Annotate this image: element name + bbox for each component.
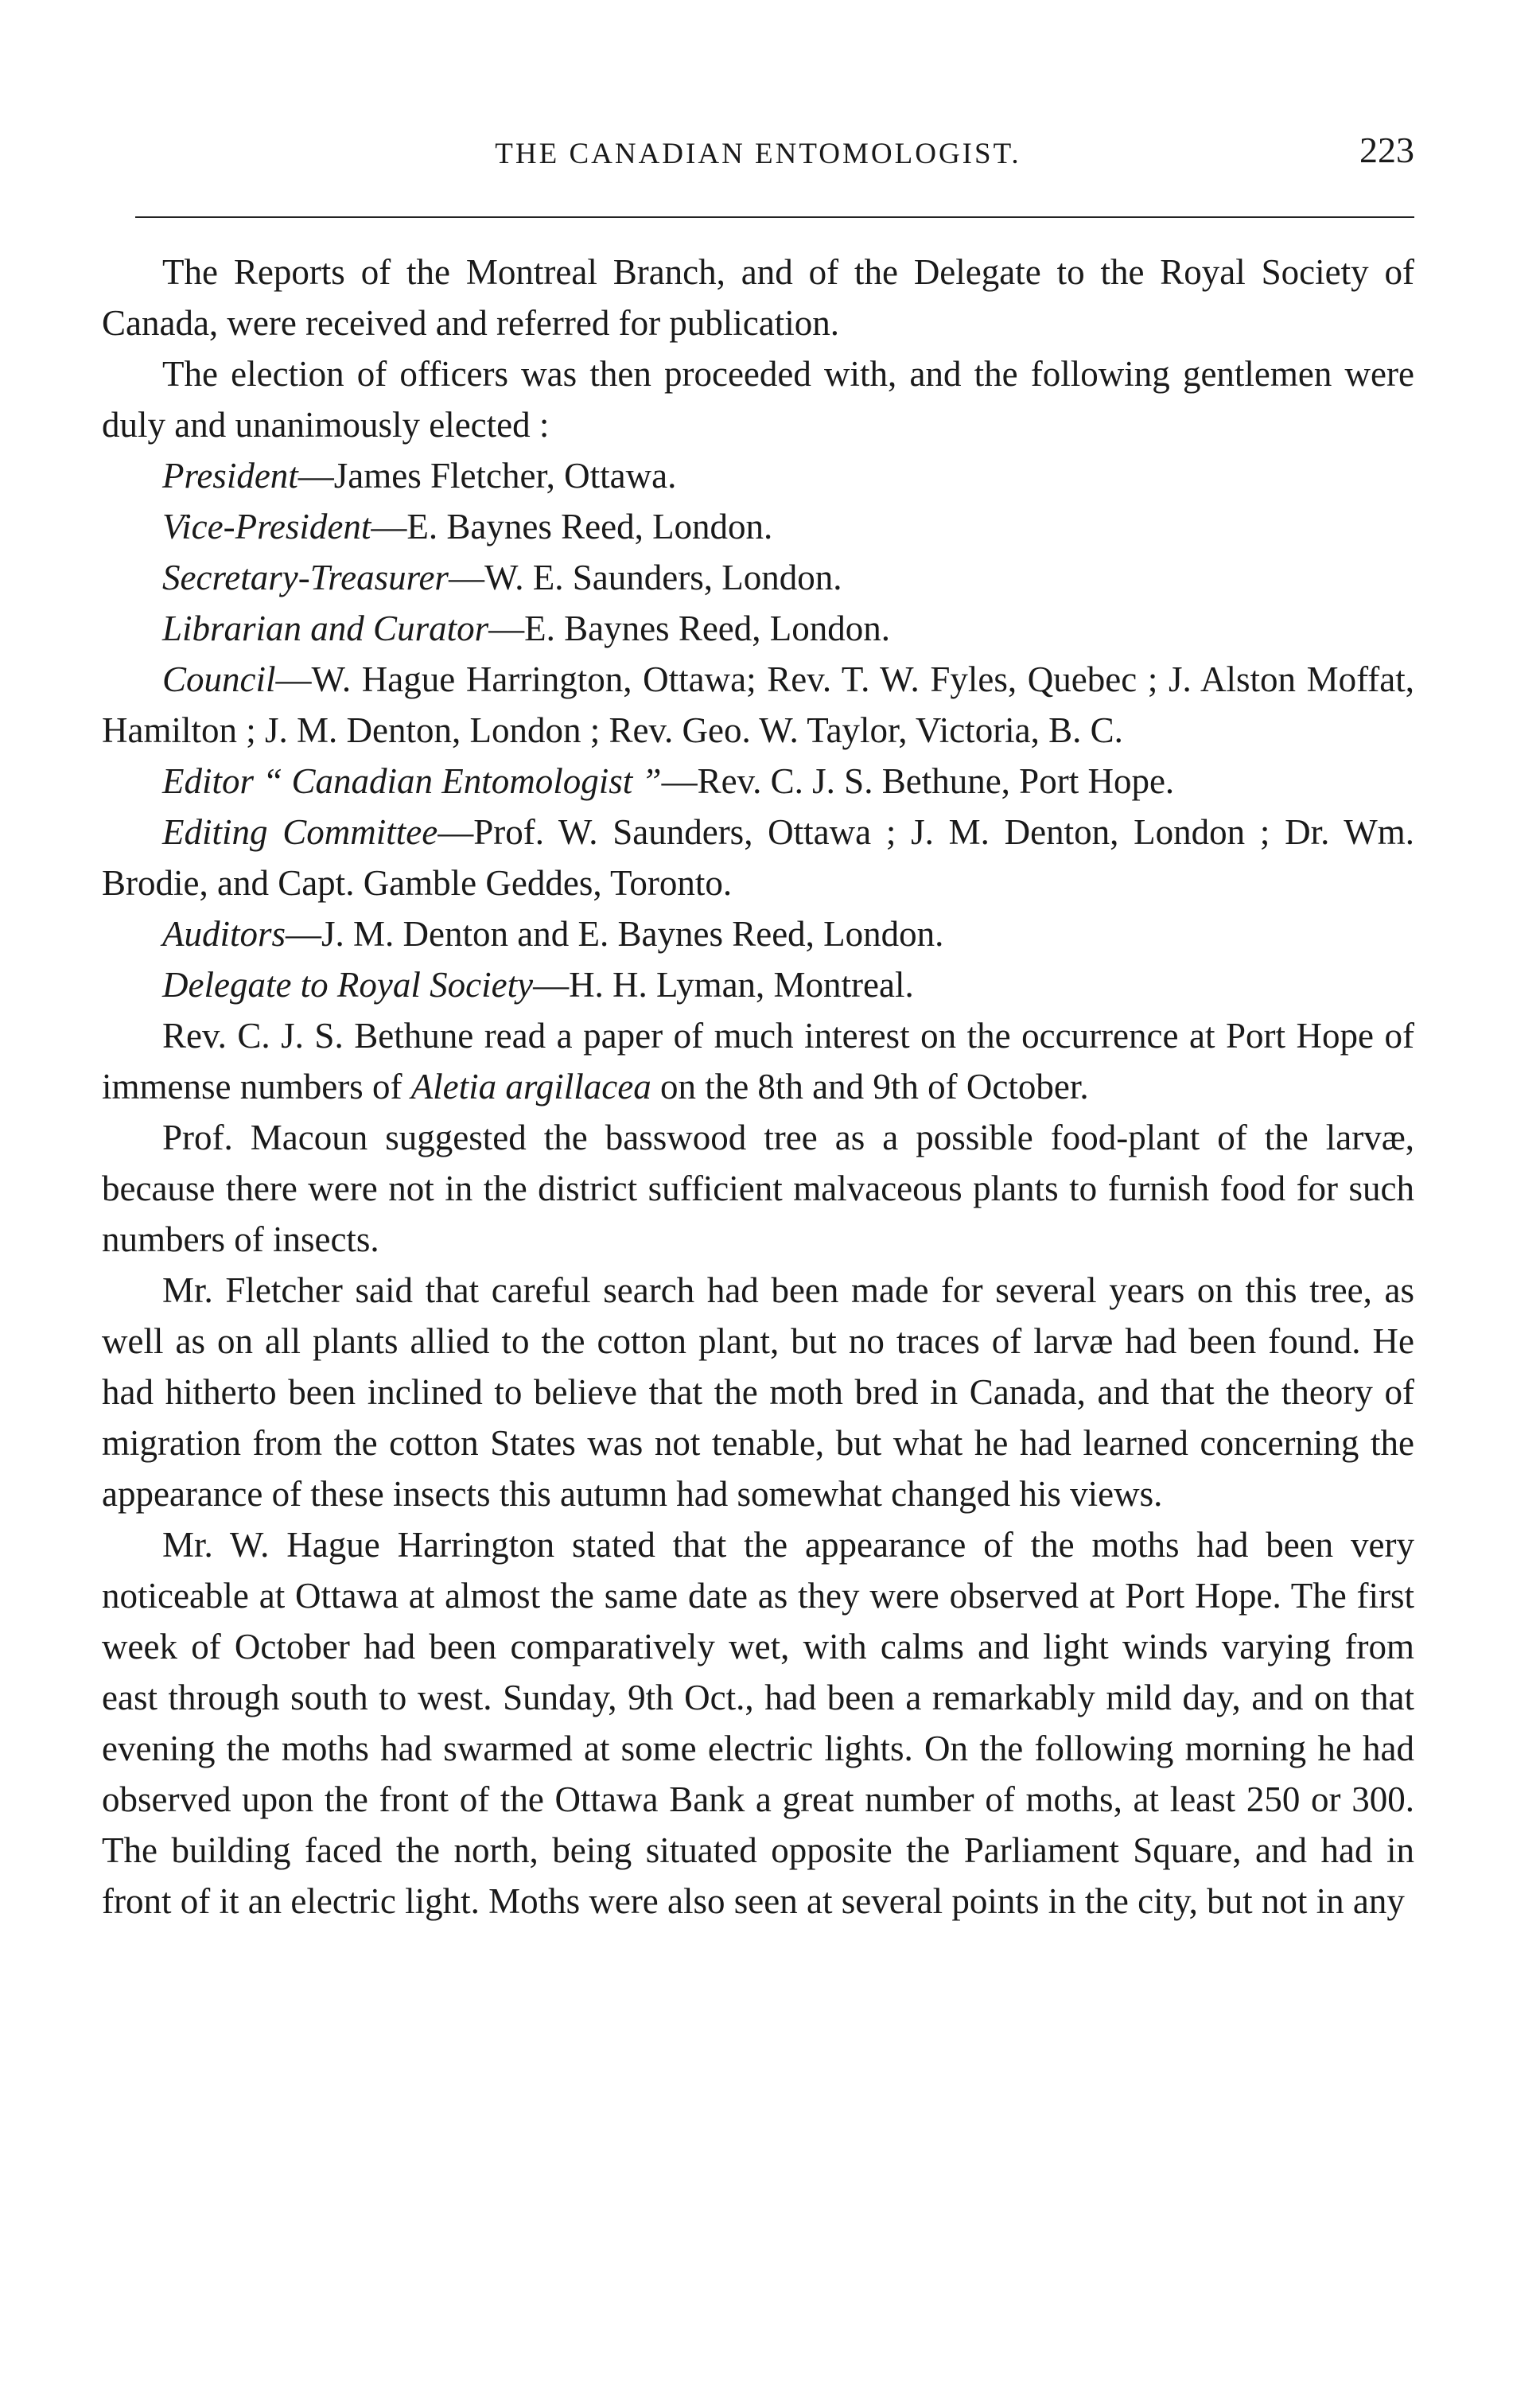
paragraph-text: Rev. C. J. S. Bethune read a paper of much interest on the occurrence at Port Hope of immense numbers of [102, 1016, 1414, 1106]
header-rule [135, 216, 1414, 218]
officer-role: Vice-President [162, 507, 371, 546]
officer-editing-committee [102, 807, 1414, 908]
paragraph-macoun: Prof. Macoun suggested the basswood tree as a possible food-plant of the larvæ, because there were not in the district sufficient malvaceous plants to furnish food for such numbers of insects. [102, 1118, 1414, 1259]
paragraph-fletcher: Mr. Fletcher said that careful search had been made for several years on this tree, as well as on all plants allied to the cotton plant, but no traces of larvæ had been found. He had hitherto been inclined to believe that the moth bred in Canada, and that the theory of migration from the cotton States was not tenable, but what he had learned concerning the appearance of these insects this autumn had somewhat changed his views. [102, 1270, 1414, 1514]
officer-president [102, 450, 1414, 501]
running-head [102, 119, 1414, 183]
officer-role: Auditors [162, 914, 286, 954]
officer-name: —H. H. Lyman, Montreal. [533, 965, 914, 1005]
officer-librarian [102, 603, 1414, 654]
article-body [102, 247, 1414, 1927]
officer-auditors [102, 908, 1414, 959]
officer-name: —W. Hague Harrington, Ottawa; Rev. T. W. Fyles, Quebec ; J. Alston Moffat, Hamilton ; J. M. Denton, London ; Rev. Geo. W. Taylor, Victoria, B. C. [102, 659, 1414, 750]
officer-name: —Prof. W. Saunders, Ottawa ; J. M. Denton, London ; Dr. Wm. Brodie, and Capt. Gamble Geddes, Toronto. [102, 812, 1414, 903]
page-number: 223 [1359, 130, 1414, 170]
printed-page [102, 119, 1414, 183]
paragraph-harrington: Mr. W. Hague Harrington stated that the appearance of the moths had been very noticeable at Ottawa at almost the same date as they were observed at Port Hope. The first week of October had been comparatively wet, with calms and light winds varying from east through south to west. Sunday, 9th Oct., had been a remarkably mild day, and on that evening the moths had swarmed at some electric lights. On the following morning he had observed upon the front of the Ottawa Bank a great number of moths, at least 250 or 300. The building faced the north, being situated opposite the Parliament Square, and had in front of it an electric light. Moths were also seen at several points in the city, but not in any [102, 1525, 1414, 1921]
officer-name: —E. Baynes Reed, London. [371, 507, 773, 546]
running-title: THE CANADIAN ENTOMOLOGIST. [495, 138, 1021, 170]
paragraph-reports: The Reports of the Montreal Branch, and of the Delegate to the Royal Society of Canada, were received and referred for publication. [102, 252, 1414, 343]
officer-role: Editor “ Canadian Entomologist ” [162, 761, 662, 801]
officer-role: Editing Committee [162, 812, 438, 852]
officer-role: President [162, 456, 298, 496]
officer-role: Librarian and Curator [162, 609, 489, 648]
officer-name: —Rev. C. J. S. Bethune, Port Hope. [661, 761, 1175, 801]
paragraph-election: The election of officers was then proceeded with, and the following gentlemen were duly and unanimously elected : [102, 354, 1414, 445]
officer-role: Council [162, 659, 276, 699]
paragraph-text: on the 8th and 9th of October. [651, 1067, 1089, 1106]
paragraph-bethune [102, 1010, 1414, 1112]
officer-name: —W. E. Saunders, London. [448, 558, 842, 597]
officer-delegate [102, 959, 1414, 1010]
officer-council [102, 654, 1414, 756]
officer-role: Delegate to Royal Society [162, 965, 534, 1005]
officer-secretary-treasurer [102, 552, 1414, 603]
officer-name: —J. M. Denton and E. Baynes Reed, London. [286, 914, 944, 954]
officer-vice-president [102, 501, 1414, 552]
species-name: Aletia argillacea [410, 1067, 651, 1106]
officer-name: —James Fletcher, Ottawa. [298, 456, 677, 496]
officer-editor [102, 756, 1414, 807]
officer-role: Secretary-Treasurer [162, 558, 449, 597]
officer-name: —E. Baynes Reed, London. [488, 609, 891, 648]
